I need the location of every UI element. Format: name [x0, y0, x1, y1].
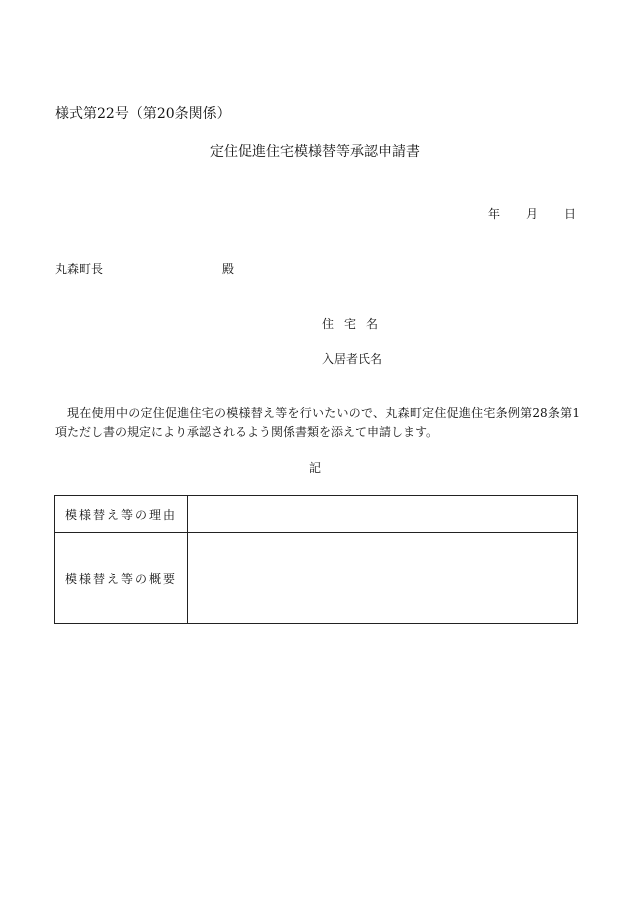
reason-field[interactable]: [188, 496, 578, 533]
date-month-label: 月: [526, 207, 539, 221]
application-statement: 現在使用中の定住促進住宅の模様替え等を行いたいので、丸森町定住促進住宅条例第28条第1項ただし書の規定により承認されるよう関係書類を添えて申請します。: [55, 406, 580, 439]
summary-field[interactable]: [188, 533, 578, 624]
applicant-address-label: 住宅名: [322, 317, 389, 331]
addressee-name: 丸森町長: [55, 262, 104, 276]
table-row-reason: [55, 496, 578, 533]
table-row-summary: [55, 533, 578, 624]
addressee-honorific: 殿: [222, 262, 235, 276]
reason-label: 模様替え等の理由: [55, 496, 188, 533]
applicant-name-label: 入居者氏名: [322, 352, 383, 366]
form-number: 様式第22号（第20条関係）: [55, 106, 231, 122]
summary-label: 模様替え等の概要: [55, 533, 188, 624]
application-details-table: [54, 495, 578, 624]
date-day-label: 日: [564, 207, 577, 221]
date-year-label: 年: [488, 207, 501, 221]
date-line: [488, 205, 576, 222]
document-title: 定住促進住宅模様替等承認申請書: [210, 144, 420, 160]
ki-heading: 記: [308, 461, 321, 475]
